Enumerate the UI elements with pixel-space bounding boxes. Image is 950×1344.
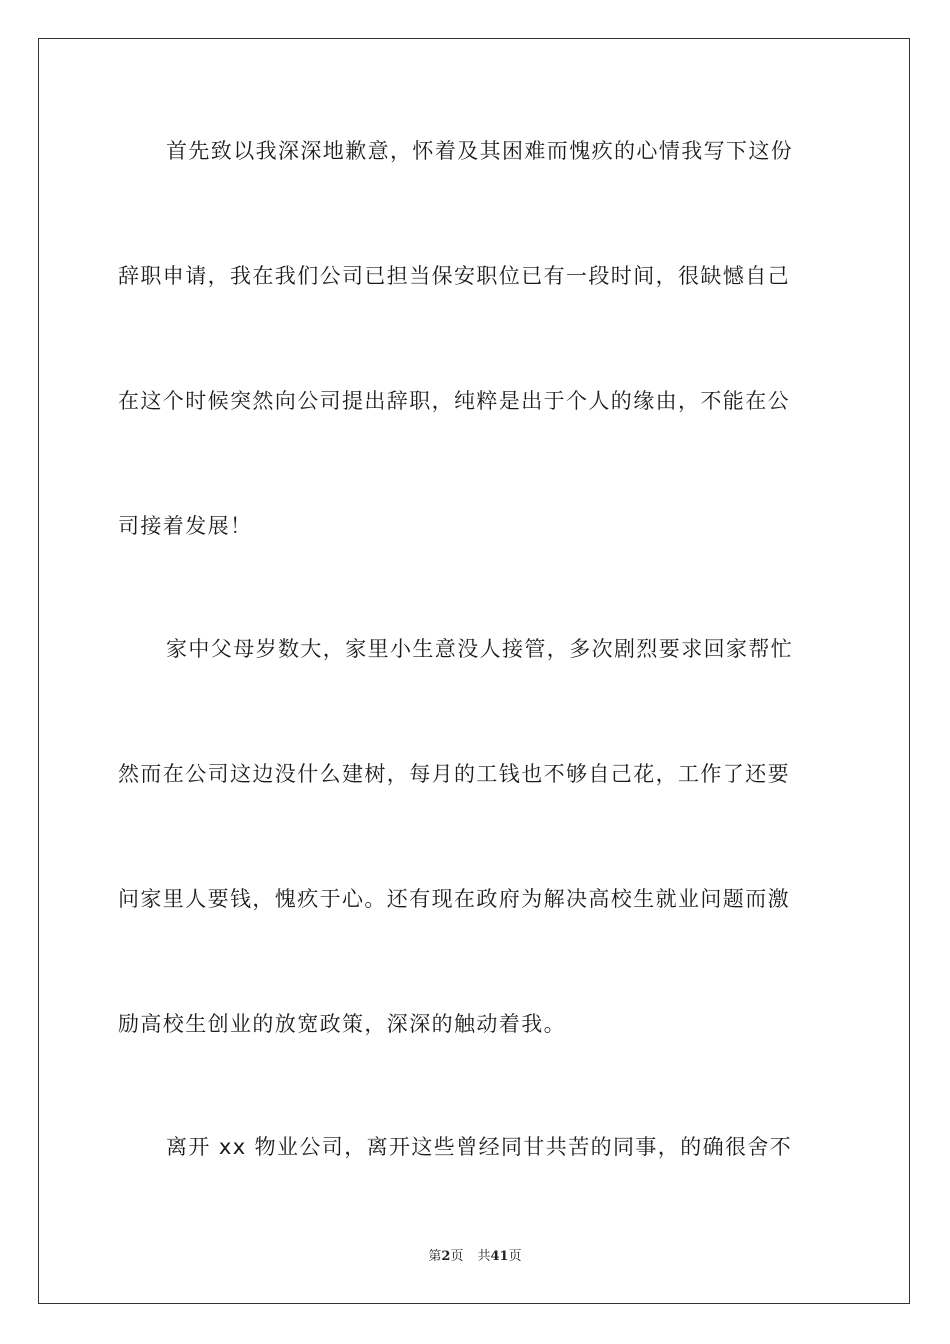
total-suffix: 页 xyxy=(508,1249,522,1264)
page-border xyxy=(38,38,910,1304)
paragraph-line: 励高校生创业的放宽政策，深深的触动着我。 xyxy=(118,1012,566,1036)
page-prefix: 第 xyxy=(428,1249,442,1264)
paragraph-line: 家中父母岁数大，家里小生意没人接管，多次剧烈要求回家帮忙 xyxy=(166,637,794,661)
page-footer xyxy=(0,1248,950,1266)
paragraph-line: 问家里人要钱，愧疚于心。还有现在政府为解决高校生就业问题而激 xyxy=(118,887,790,911)
paragraph-line: 然而在公司这边没什么建树，每月的工钱也不够自己花，工作了还要 xyxy=(118,762,790,786)
paragraph-line: 司接着发展！ xyxy=(118,514,253,538)
page-suffix: 页 xyxy=(450,1249,464,1264)
paragraph-line: 离开 xx 物业公司，离开这些曾经同甘共苦的同事，的确很舍不 xyxy=(166,1135,793,1159)
total-pages: 41 xyxy=(490,1249,509,1264)
paragraph-line: 在这个时候突然向公司提出辞职，纯粹是出于个人的缘由，不能在公 xyxy=(118,389,790,413)
paragraph-line: 辞职申请，我在我们公司已担当保安职位已有一段时间，很缺憾自己 xyxy=(118,264,790,288)
page-number: 2 xyxy=(441,1249,451,1264)
paragraph-line: 首先致以我深深地歉意，怀着及其困难而愧疚的心情我写下这份 xyxy=(166,139,794,163)
total-prefix: 共 xyxy=(477,1249,491,1264)
